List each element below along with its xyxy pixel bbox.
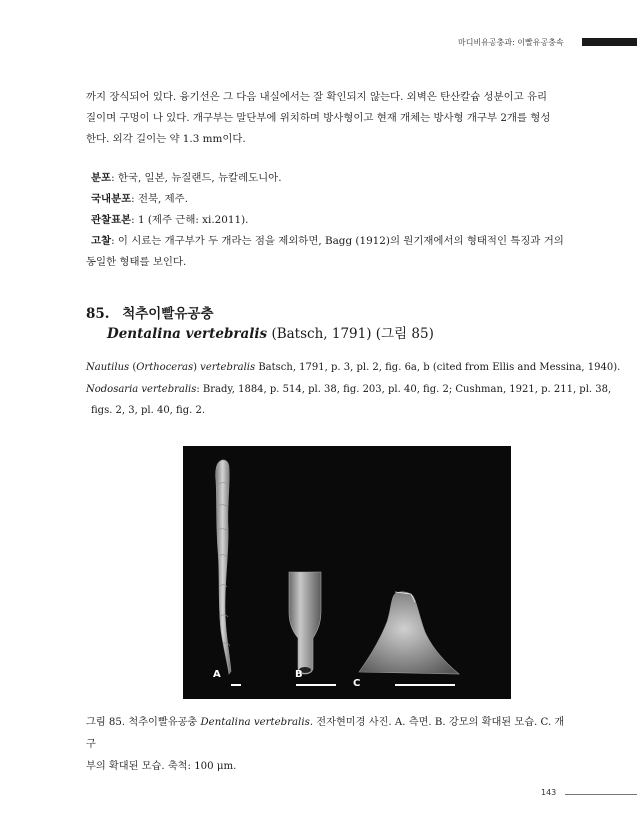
- caption-prefix: 그림 85. 척추이빨유공충: [86, 717, 201, 728]
- specimen-c: [359, 592, 459, 674]
- caption-line-2: 부의 확대된 모습. 축척: 100 μm.: [86, 761, 237, 772]
- synonym-2-name: Nodosaria vertebralis: [86, 384, 197, 395]
- figure-caption: [86, 712, 574, 778]
- figure-label-a: A: [213, 669, 221, 680]
- domestic-text: : 전북, 제주.: [131, 193, 189, 205]
- running-header: 마디비유공충과: 이빨유공충속: [458, 38, 564, 47]
- page-number: 143: [541, 788, 557, 797]
- specimen-a: [216, 460, 231, 674]
- page-rule: [565, 794, 637, 795]
- specimen: [91, 211, 248, 226]
- caption-text-1: . 전자현미경 사진. A. 측면. B. 강모의 확대된 모습. C. 개구: [86, 717, 565, 750]
- remarks-line-2: 동일한 형태를 보인다.: [86, 256, 187, 268]
- species-heading: [86, 302, 214, 322]
- species-korean-name: 척추이빨유공충: [122, 306, 214, 322]
- species-scientific-name: Dentalina vertebralis: [107, 326, 268, 342]
- header-bar: [582, 38, 637, 46]
- synonym-2-line-2: figs. 2, 3, pl. 40, fig. 2.: [91, 405, 206, 416]
- synonym-2: [86, 384, 611, 395]
- species-author: (Batsch, 1791) (그림 85): [267, 326, 434, 342]
- scale-bar-b: [296, 684, 336, 686]
- synonym-1-citation: Batsch, 1791, p. 3, pl. 2, fig. 6a, b (cited from Ellis and Messina, 1940).: [255, 362, 621, 373]
- distribution-label: 분포: [91, 172, 112, 184]
- domestic-label: 국내분포: [91, 193, 132, 205]
- caption-line-1: [86, 712, 574, 756]
- caption-species: Dentalina vertebralis: [200, 717, 310, 728]
- domestic-distribution: [91, 190, 188, 205]
- synonym-1-subgenus: Orthoceras: [136, 362, 194, 373]
- remarks-text-1: : 이 시료는 개구부가 두 개라는 점을 제외하면, Bagg (1912)의 원기재에서의 형태적인 특징과 거의: [111, 235, 564, 247]
- sem-figure: [183, 446, 511, 699]
- specimen-b: [289, 572, 321, 674]
- scale-bar-c: [395, 684, 455, 686]
- sem-image: [183, 446, 511, 699]
- intro-line-2: 질이며 구멍이 나 있다. 개구부는 말단부에 위치하며 방사형이고 현재 개체는 방사형 개구부 2개를 형성: [86, 112, 551, 124]
- distribution: [91, 169, 282, 184]
- intro-line-3: 한다. 외각 길이는 약 1.3 mm이다.: [86, 133, 246, 145]
- scale-bar-a: [231, 684, 241, 686]
- figure-label-c: C: [353, 678, 361, 689]
- synonym-2-citation-1: : Brady, 1884, p. 514, pl. 38, fig. 203, pl. 40, fig. 2; Cushman, 1921, p. 211, pl. 38,: [196, 384, 612, 395]
- specimen-label: 관찰표본: [91, 214, 132, 226]
- distribution-text: : 한국, 일본, 뉴질랜드, 뉴칼레도니아.: [111, 172, 282, 184]
- figure-label-b: B: [295, 669, 303, 680]
- specimen-text: : 1 (제주 근해: xi.2011).: [131, 214, 249, 226]
- synonym-1-genus: Nautilus: [86, 362, 130, 373]
- remarks-label: 고찰: [91, 235, 112, 247]
- species-subtitle: [107, 322, 434, 342]
- synonym-1: Nautilus (Orthoceras) vertebralis Batsch, 1791, p. 3, pl. 2, fig. 6a, b (cited from Ellis and Messina, 1940).: [86, 362, 621, 373]
- intro-line-1: 까지 장식되어 있다. 융기선은 그 다음 내실에서는 잘 확인되지 않는다. 외벽은 탄산칼슘 성분이고 유리: [86, 91, 548, 103]
- species-number: 85.: [86, 306, 110, 322]
- remarks: [91, 232, 564, 247]
- synonym-1-epithet: vertebralis: [197, 362, 256, 373]
